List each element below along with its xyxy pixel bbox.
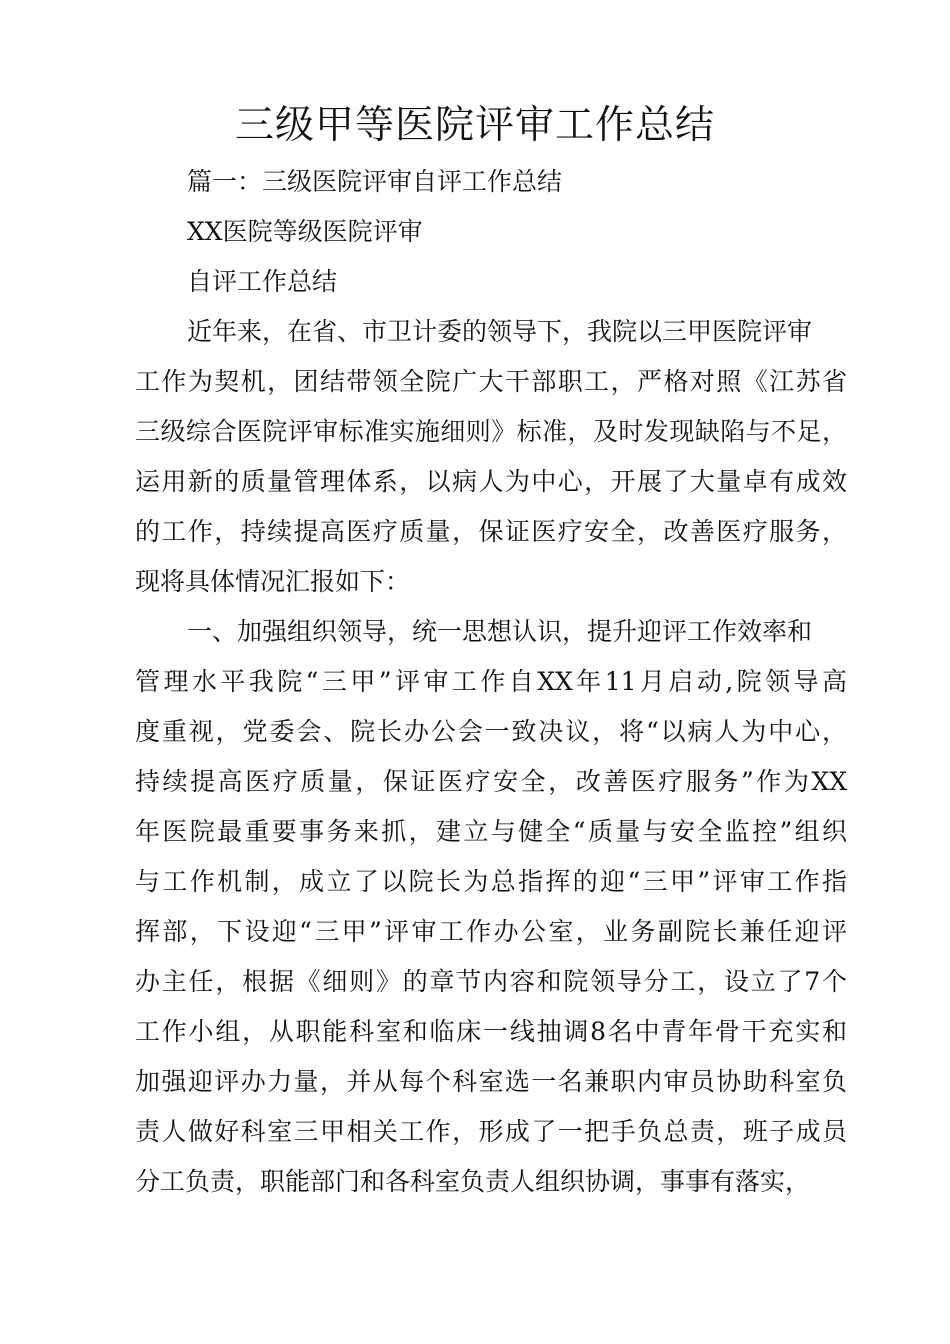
paragraph1-line-6: 现将具体情况汇报如下： <box>135 567 411 596</box>
paragraph2-line-7: 挥部，下设迎“三甲”评审工作办公室，业务副院长兼任迎评 <box>135 917 847 946</box>
paragraph2-line-8: 办主任，根据《细则》的章节内容和院领导分工，设立了7个 <box>135 967 847 996</box>
paragraph2-line-1: 一、加强组织领导，统一思想认识，提升迎评工作效率和 <box>187 617 813 646</box>
paragraph1-line-1: 近年来，在省、市卫计委的领导下，我院以三甲医院评审 <box>187 317 813 346</box>
paragraph2-line-4: 持续提高医疗质量，保证医疗安全，改善医疗服务”作为XX <box>135 767 847 796</box>
section-heading: 篇一：三级医院评审自评工作总结 <box>187 167 563 196</box>
paragraph2-line-3: 度重视，党委会、院长办公会一致决议，将“以病人为中心， <box>135 717 847 746</box>
paragraph1-line-2: 工作为契机，团结带领全院广大干部职工，严格对照《江苏省 <box>135 367 847 396</box>
paragraph1-line-4: 运用新的质量管理体系，以病人为中心，开展了大量卓有成效 <box>135 467 847 496</box>
paragraph2-line-12: 分工负责，职能部门和各科室负责人组织协调，事事有落实， <box>135 1167 811 1196</box>
paragraph2-line-6: 与工作机制，成立了以院长为总指挥的迎“三甲”评审工作指 <box>135 867 847 896</box>
paragraph2-line-11: 责人做好科室三甲相关工作，形成了一把手负总责，班子成员 <box>135 1117 847 1146</box>
paragraph2-line-10: 加强迎评办力量，并从每个科室选一名兼职内审员协助科室负 <box>135 1067 847 1096</box>
report-subtitle-line-2: 自评工作总结 <box>187 267 338 296</box>
document-title: 三级甲等医院评审工作总结 <box>234 103 715 148</box>
paragraph2-line-9: 工作小组，从职能科室和临床一线抽调8名中青年骨干充实和 <box>135 1017 847 1046</box>
paragraph1-line-5: 的工作，持续提高医疗质量，保证医疗安全，改善医疗服务， <box>135 517 847 546</box>
report-subtitle-line-1: XX医院等级医院评审 <box>187 217 423 246</box>
paragraph1-line-3: 三级综合医院评审标准实施细则》标准，及时发现缺陷与不足， <box>135 417 847 446</box>
paragraph2-line-2: 管理水平我院“三甲”评审工作自XX年11月启动,院领导高 <box>135 667 847 696</box>
paragraph2-line-5: 年医院最重要事务来抓，建立与健全“质量与安全监控”组织 <box>135 817 847 846</box>
